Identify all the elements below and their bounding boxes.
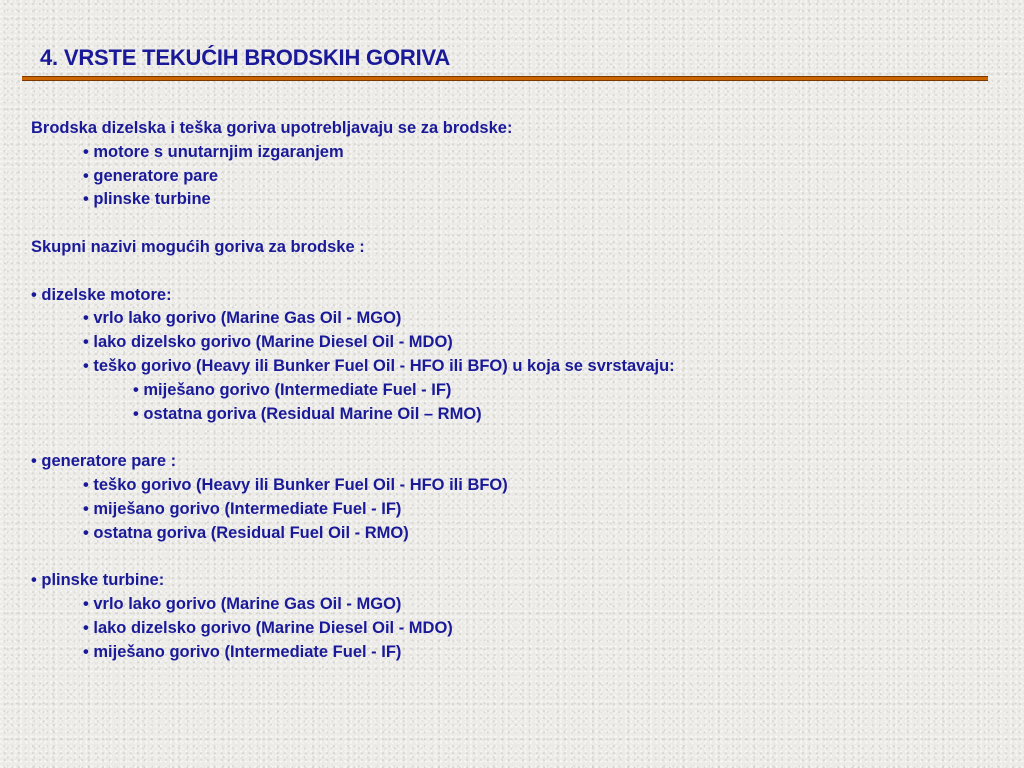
diesel-item: • lako dizelsko gorivo (Marine Diesel Oil - MDO) xyxy=(83,333,453,352)
intro-item: • motore s unutarnjim izgaranjem xyxy=(83,142,344,161)
steam-item: • ostatna goriva (Residual Fuel Oil - RMO) xyxy=(83,523,409,542)
spacer xyxy=(31,212,991,236)
spacer xyxy=(31,260,991,284)
diesel-subitem: • ostatna goriva (Residual Marine Oil – RMO) xyxy=(133,404,482,423)
steam-heading: • generatore pare : xyxy=(31,452,177,471)
spacer xyxy=(31,545,991,569)
intro-heading: Brodska dizelska i teška goriva upotrebljavaju se za brodske: xyxy=(31,119,513,137)
turbines-item: • vrlo lako gorivo (Marine Gas Oil - MGO) xyxy=(83,594,402,613)
intro-item: • plinske turbine xyxy=(83,190,211,209)
spacer xyxy=(31,426,991,450)
turbines-heading: • plinske turbine: xyxy=(31,571,165,590)
diesel-item: • vrlo lako gorivo (Marine Gas Oil - MGO) xyxy=(83,309,402,328)
slide-title: 4. VRSTE TEKUĆIH BRODSKIH GORIVA xyxy=(40,45,451,70)
summary-heading: Skupni nazivi mogućih goriva za brodske : xyxy=(31,237,365,256)
turbines-item: • lako dizelsko gorivo (Marine Diesel Oil - MDO) xyxy=(83,618,453,637)
slide-content xyxy=(31,117,991,664)
intro-item: • generatore pare xyxy=(83,166,219,185)
turbines-item: • miješano gorivo (Intermediate Fuel - IF) xyxy=(83,642,402,661)
diesel-subitem: • miješano gorivo (Intermediate Fuel - IF) xyxy=(133,380,452,399)
steam-item: • miješano gorivo (Intermediate Fuel - IF) xyxy=(83,499,402,518)
title-underline xyxy=(22,76,988,81)
steam-item: • teško gorivo (Heavy ili Bunker Fuel Oil - HFO ili BFO) xyxy=(83,475,508,494)
diesel-item: • teško gorivo (Heavy ili Bunker Fuel Oil - HFO ili BFO) u koja se svrstavaju: xyxy=(83,356,675,375)
diesel-heading: • dizelske motore: xyxy=(31,285,172,304)
